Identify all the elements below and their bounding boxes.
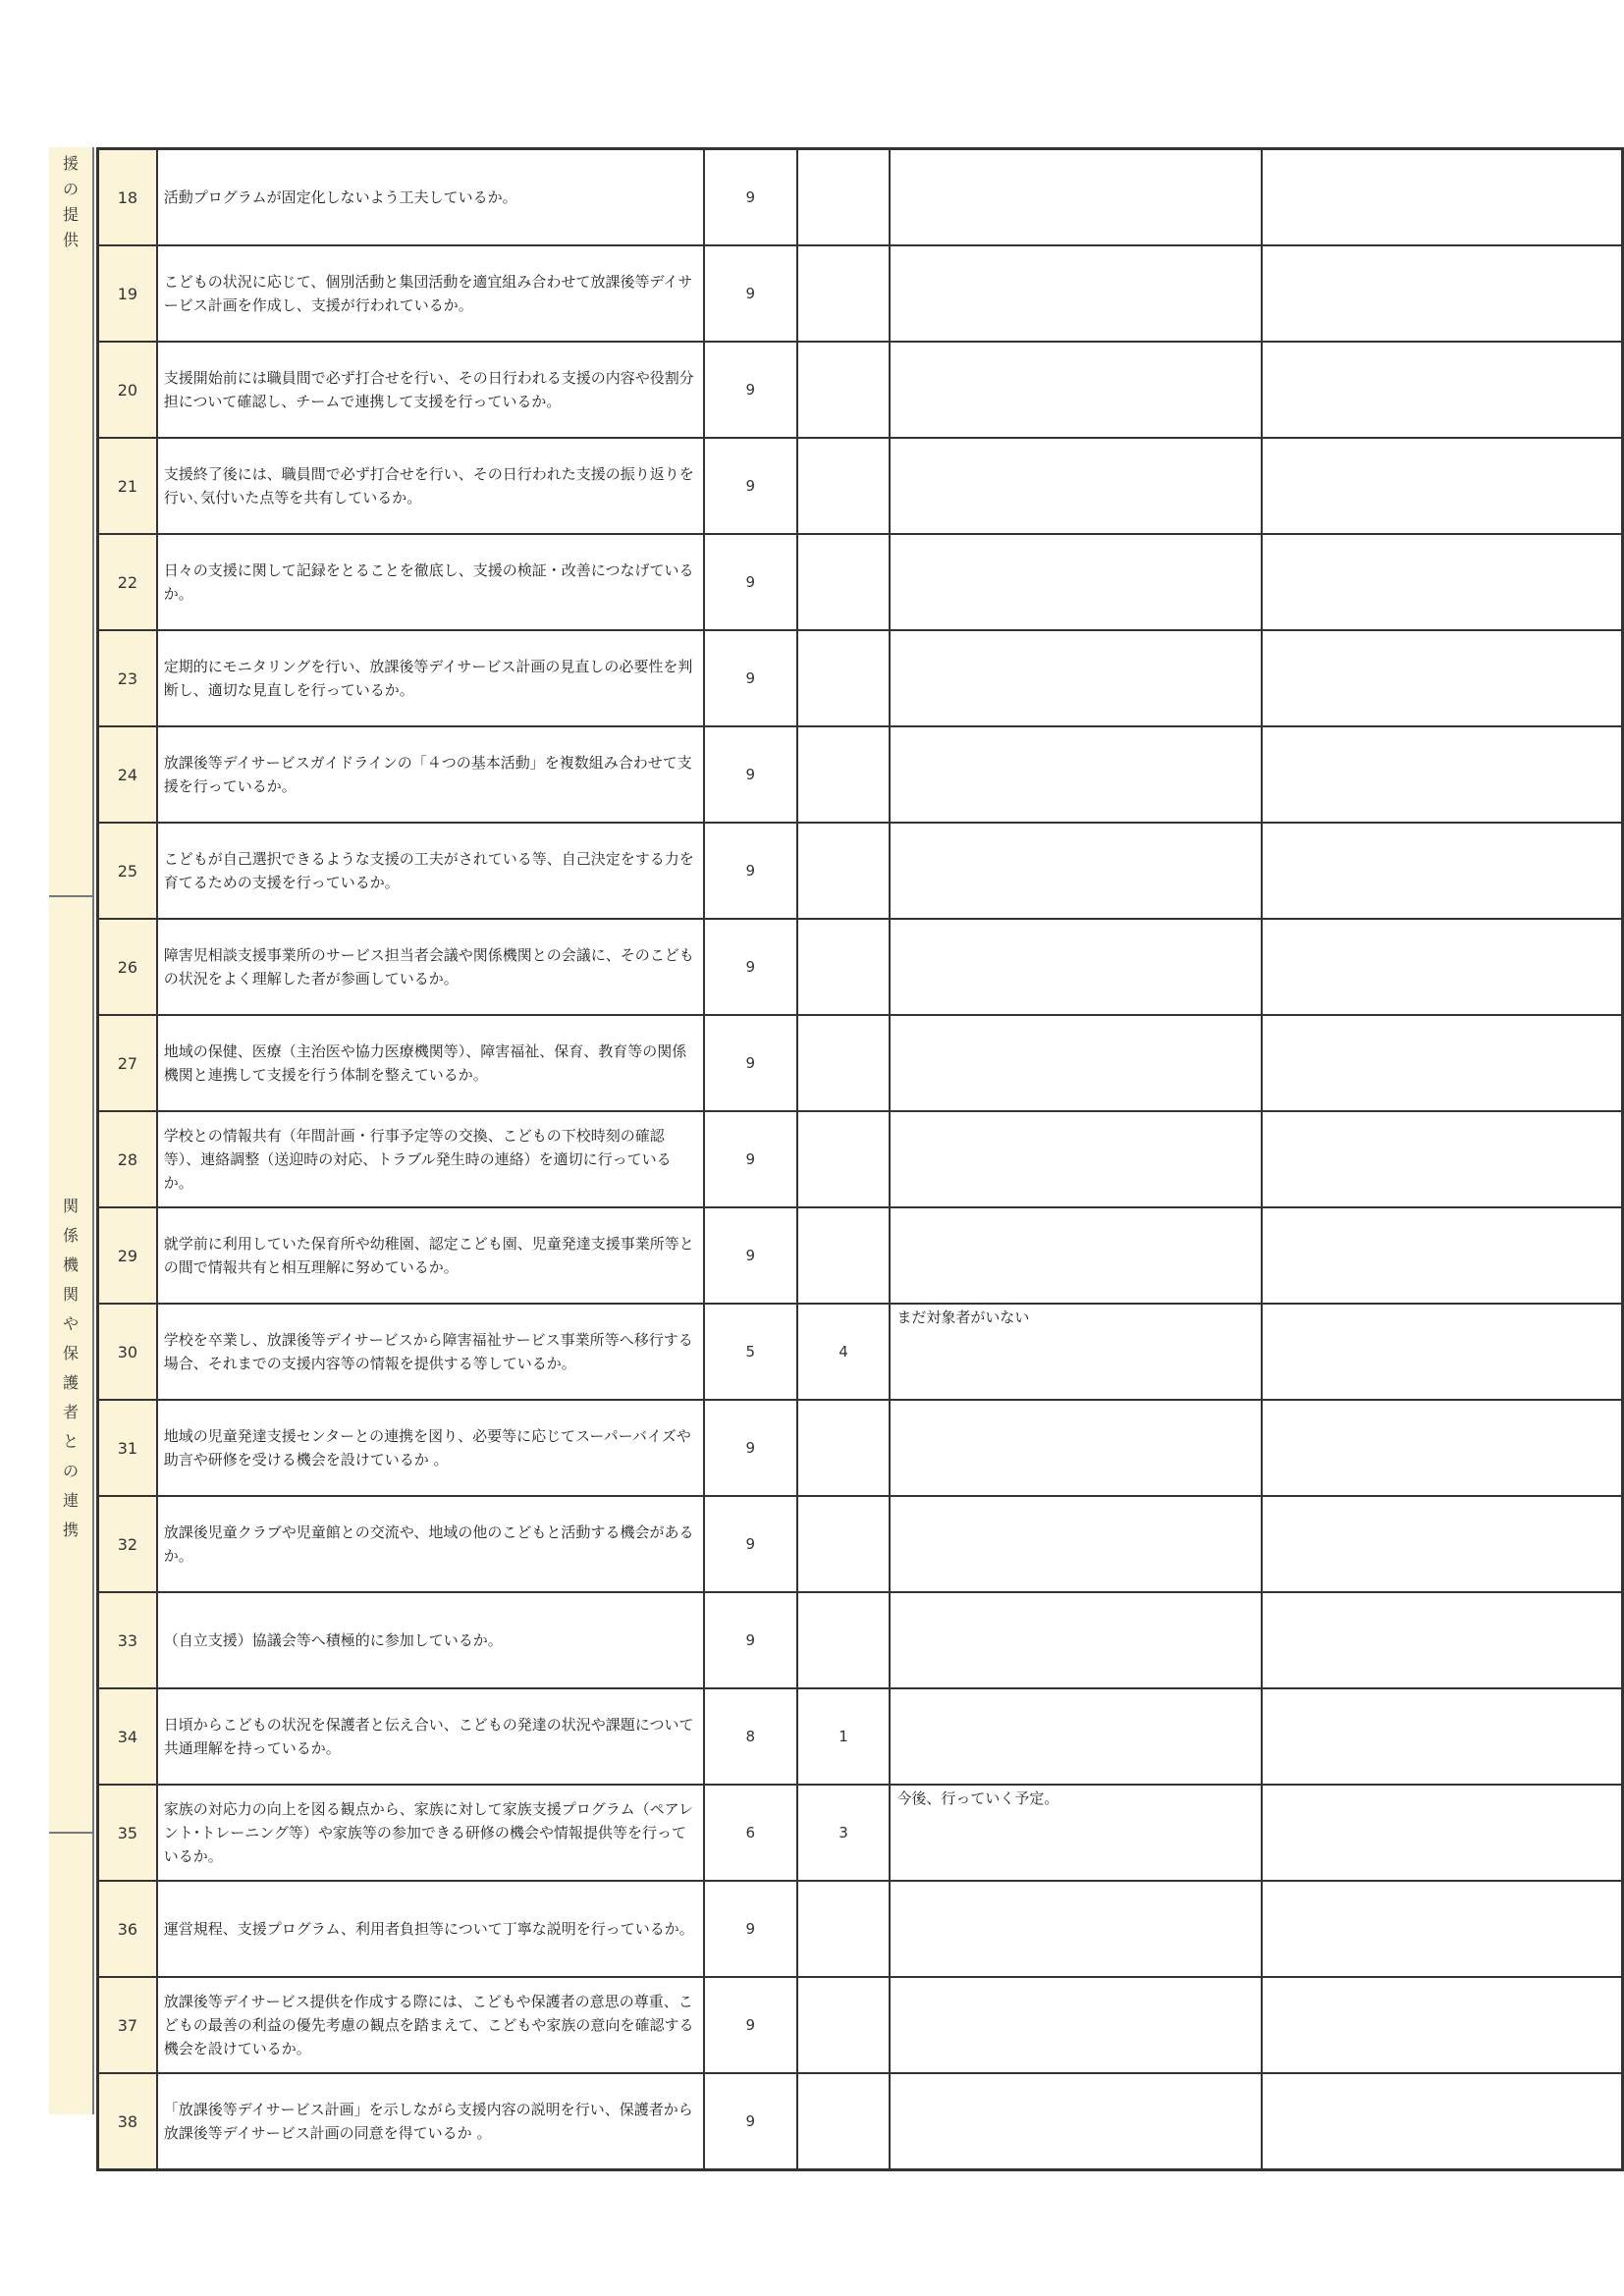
table-row	[98, 149, 1623, 246]
yes-count: 9	[704, 1592, 797, 1688]
item-question: こどもが自己選択できるような支援の工夫がされている等、自己決定をする力を育てるための支援を行っているか。	[157, 823, 704, 919]
item-question: 就学前に利用していた保育所や幼稚園、認定こども園、児童発達支援事業所等との間で情報共有と相互理解に努めているか。	[157, 1207, 704, 1304]
evaluation-rows	[98, 149, 1623, 2170]
improvement-cell	[1262, 1015, 1622, 1111]
improvement-cell	[1262, 342, 1622, 438]
item-question: 学校を卒業し、放課後等デイサービスから障害福祉サービス事業所等へ移行する場合、それまでの支援内容等の情報を提供する等しているか。	[157, 1304, 704, 1400]
no-count	[797, 342, 891, 438]
improvement-cell	[1262, 149, 1622, 246]
yes-count: 9	[704, 1111, 797, 1207]
table-row	[98, 245, 1623, 342]
yes-count: 9	[704, 438, 797, 534]
item-number: 26	[98, 919, 157, 1015]
remarks-cell	[890, 1688, 1262, 1785]
improvement-cell	[1262, 1881, 1622, 1977]
table-row	[98, 1977, 1623, 2073]
item-question: 障害児相談支援事業所のサービス担当者会議や関係機関との会議に、そのこどもの状況をよく理解した者が参画しているか。	[157, 919, 704, 1015]
item-number: 27	[98, 1015, 157, 1111]
no-count	[797, 1977, 891, 2073]
table-row	[98, 1015, 1623, 1111]
improvement-cell	[1262, 1496, 1622, 1592]
improvement-cell	[1262, 1304, 1622, 1400]
yes-count: 5	[704, 1304, 797, 1400]
remarks-cell	[890, 1015, 1262, 1111]
remarks-cell: 今後、行っていく予定。	[890, 1785, 1262, 1881]
item-question: 日頃からこどもの状況を保護者と伝え合い、こどもの発達の状況や課題について共通理解を持っているか。	[157, 1688, 704, 1785]
table-row	[98, 726, 1623, 823]
table-row	[98, 1592, 1623, 1688]
item-number: 33	[98, 1592, 157, 1688]
item-number: 18	[98, 149, 157, 246]
improvement-cell	[1262, 1785, 1622, 1881]
no-count	[797, 919, 891, 1015]
yes-count: 9	[704, 342, 797, 438]
item-question: 運営規程、支援プログラム、利用者負担等について丁寧な説明を行っているか。	[157, 1881, 704, 1977]
table-row	[98, 1785, 1623, 1881]
no-count	[797, 1207, 891, 1304]
item-question: 「放課後等デイサービス計画」を示しながら支援内容の説明を行い、保護者から放課後等デイサービス計画の同意を得ているか 。	[157, 2073, 704, 2170]
no-count	[797, 534, 891, 630]
table-row	[98, 823, 1623, 919]
table-row	[98, 534, 1623, 630]
yes-count: 9	[704, 726, 797, 823]
yes-count: 9	[704, 534, 797, 630]
table-row	[98, 1496, 1623, 1592]
table-row	[98, 1304, 1623, 1400]
table-row	[98, 1881, 1623, 1977]
remarks-cell	[890, 1400, 1262, 1496]
improvement-cell	[1262, 823, 1622, 919]
remarks-cell	[890, 1977, 1262, 2073]
table-row	[98, 1207, 1623, 1304]
improvement-cell	[1262, 438, 1622, 534]
remarks-cell	[890, 823, 1262, 919]
yes-count: 9	[704, 630, 797, 726]
yes-count: 9	[704, 1881, 797, 1977]
item-number: 28	[98, 1111, 157, 1207]
category-collaboration-text: 関係機関や保護者との連携	[62, 1197, 79, 1539]
no-count	[797, 726, 891, 823]
item-number: 25	[98, 823, 157, 919]
item-question: 支援開始前には職員間で必ず打合せを行い、その日行われる支援の内容や役割分担について確認し、チームで連携して支援を行っているか。	[157, 342, 704, 438]
remarks-cell	[890, 919, 1262, 1015]
item-question: 放課後等デイサービス提供を作成する際には、こどもや保護者の意思の尊重、こどもの最善の利益の優先考慮の観点を踏まえて、こどもや家族の意向を確認する機会を設けているか。	[157, 1977, 704, 2073]
item-question: 家族の対応力の向上を図る観点から、家族に対して家族支援プログラム（ペアレント･トレーニング等）や家族等の参加できる研修の機会や情報提供等を行っているか。	[157, 1785, 704, 1881]
item-question: （自立支援）協議会等へ積極的に参加しているか。	[157, 1592, 704, 1688]
item-number: 35	[98, 1785, 157, 1881]
improvement-cell	[1262, 1400, 1622, 1496]
remarks-cell	[890, 726, 1262, 823]
improvement-cell	[1262, 1977, 1622, 2073]
item-question: 活動プログラムが固定化しないよう工夫しているか。	[157, 149, 704, 246]
no-count	[797, 1881, 891, 1977]
improvement-cell	[1262, 630, 1622, 726]
yes-count: 9	[704, 1977, 797, 2073]
item-number: 37	[98, 1977, 157, 2073]
item-number: 29	[98, 1207, 157, 1304]
item-number: 19	[98, 245, 157, 342]
yes-count: 8	[704, 1688, 797, 1785]
improvement-cell	[1262, 1111, 1622, 1207]
remarks-cell	[890, 630, 1262, 726]
table-row	[98, 342, 1623, 438]
no-count	[797, 1400, 891, 1496]
item-question: 放課後等デイサービスガイドラインの「４つの基本活動」を複数組み合わせて支援を行っているか。	[157, 726, 704, 823]
improvement-cell	[1262, 919, 1622, 1015]
item-question: 地域の保健、医療（主治医や協力医療機関等）、障害福祉、保育、教育等の関係機関と連携して支援を行う体制を整えているか。	[157, 1015, 704, 1111]
remarks-cell	[890, 438, 1262, 534]
yes-count: 9	[704, 1207, 797, 1304]
yes-count: 9	[704, 2073, 797, 2170]
item-question: 日々の支援に関して記録をとることを徹底し、支援の検証・改善につなげているか。	[157, 534, 704, 630]
remarks-cell	[890, 342, 1262, 438]
item-question: 学校との情報共有（年間計画・行事予定等の交換、こどもの下校時刻の確認等）、連絡調整（送迎時の対応、トラブル発生時の連絡）を適切に行っているか。	[157, 1111, 704, 1207]
no-count: 4	[797, 1304, 891, 1400]
improvement-cell	[1262, 534, 1622, 630]
no-count	[797, 245, 891, 342]
remarks-cell	[890, 1496, 1262, 1592]
category-separator	[49, 895, 92, 897]
improvement-cell	[1262, 1688, 1622, 1785]
yes-count: 6	[704, 1785, 797, 1881]
no-count	[797, 2073, 891, 2170]
remarks-cell	[890, 1592, 1262, 1688]
table-row	[98, 630, 1623, 726]
item-number: 30	[98, 1304, 157, 1400]
item-number: 36	[98, 1881, 157, 1977]
yes-count: 9	[704, 245, 797, 342]
yes-count: 9	[704, 1496, 797, 1592]
no-count	[797, 149, 891, 246]
item-number: 23	[98, 630, 157, 726]
improvement-cell	[1262, 1207, 1622, 1304]
no-count	[797, 1015, 891, 1111]
yes-count: 9	[704, 1015, 797, 1111]
yes-count: 9	[704, 1400, 797, 1496]
no-count	[797, 438, 891, 534]
no-count: 1	[797, 1688, 891, 1785]
remarks-cell	[890, 1111, 1262, 1207]
yes-count: 9	[704, 919, 797, 1015]
item-number: 21	[98, 438, 157, 534]
item-number: 22	[98, 534, 157, 630]
no-count	[797, 630, 891, 726]
item-number: 20	[98, 342, 157, 438]
item-number: 32	[98, 1496, 157, 1592]
item-question: 定期的にモニタリングを行い、放課後等デイサービス計画の見直しの必要性を判断し、適切な見直しを行っているか。	[157, 630, 704, 726]
evaluation-table	[96, 147, 1624, 2171]
no-count: 3	[797, 1785, 891, 1881]
remarks-cell	[890, 1881, 1262, 1977]
remarks-cell: まだ対象者がいない	[890, 1304, 1262, 1400]
item-question: 支援終了後には、職員間で必ず打合せを行い、その日行われた支援の振り返りを行い､気付いた点等を共有しているか。	[157, 438, 704, 534]
remarks-cell	[890, 149, 1262, 246]
category-strip	[49, 147, 94, 2114]
remarks-cell	[890, 245, 1262, 342]
table-row	[98, 438, 1623, 534]
remarks-cell	[890, 534, 1262, 630]
improvement-cell	[1262, 2073, 1622, 2170]
item-number: 38	[98, 2073, 157, 2170]
improvement-cell	[1262, 245, 1622, 342]
category-support-provision	[49, 151, 92, 253]
improvement-cell	[1262, 726, 1622, 823]
item-number: 34	[98, 1688, 157, 1785]
no-count	[797, 823, 891, 919]
item-number: 24	[98, 726, 157, 823]
no-count	[797, 1496, 891, 1592]
table-row	[98, 2073, 1623, 2170]
table-row	[98, 1400, 1623, 1496]
table-row	[98, 1688, 1623, 1785]
category-collaboration	[49, 1192, 92, 1545]
category-support-provision-text: 援の提供	[62, 154, 79, 249]
category-separator	[49, 1832, 92, 1834]
yes-count: 9	[704, 823, 797, 919]
item-number: 31	[98, 1400, 157, 1496]
improvement-cell	[1262, 1592, 1622, 1688]
no-count	[797, 1111, 891, 1207]
table-row	[98, 1111, 1623, 1207]
item-question: こどもの状況に応じて、個別活動と集団活動を適宜組み合わせて放課後等デイサービス計画を作成し、支援が行われているか。	[157, 245, 704, 342]
item-question: 放課後児童クラブや児童館との交流や、地域の他のこどもと活動する機会があるか。	[157, 1496, 704, 1592]
table-row	[98, 919, 1623, 1015]
item-question: 地域の児童発達支援センターとの連携を図り、必要等に応じてスーパーバイズや助言や研修を受ける機会を設けているか 。	[157, 1400, 704, 1496]
no-count	[797, 1592, 891, 1688]
remarks-cell	[890, 1207, 1262, 1304]
remarks-cell	[890, 2073, 1262, 2170]
yes-count: 9	[704, 149, 797, 246]
